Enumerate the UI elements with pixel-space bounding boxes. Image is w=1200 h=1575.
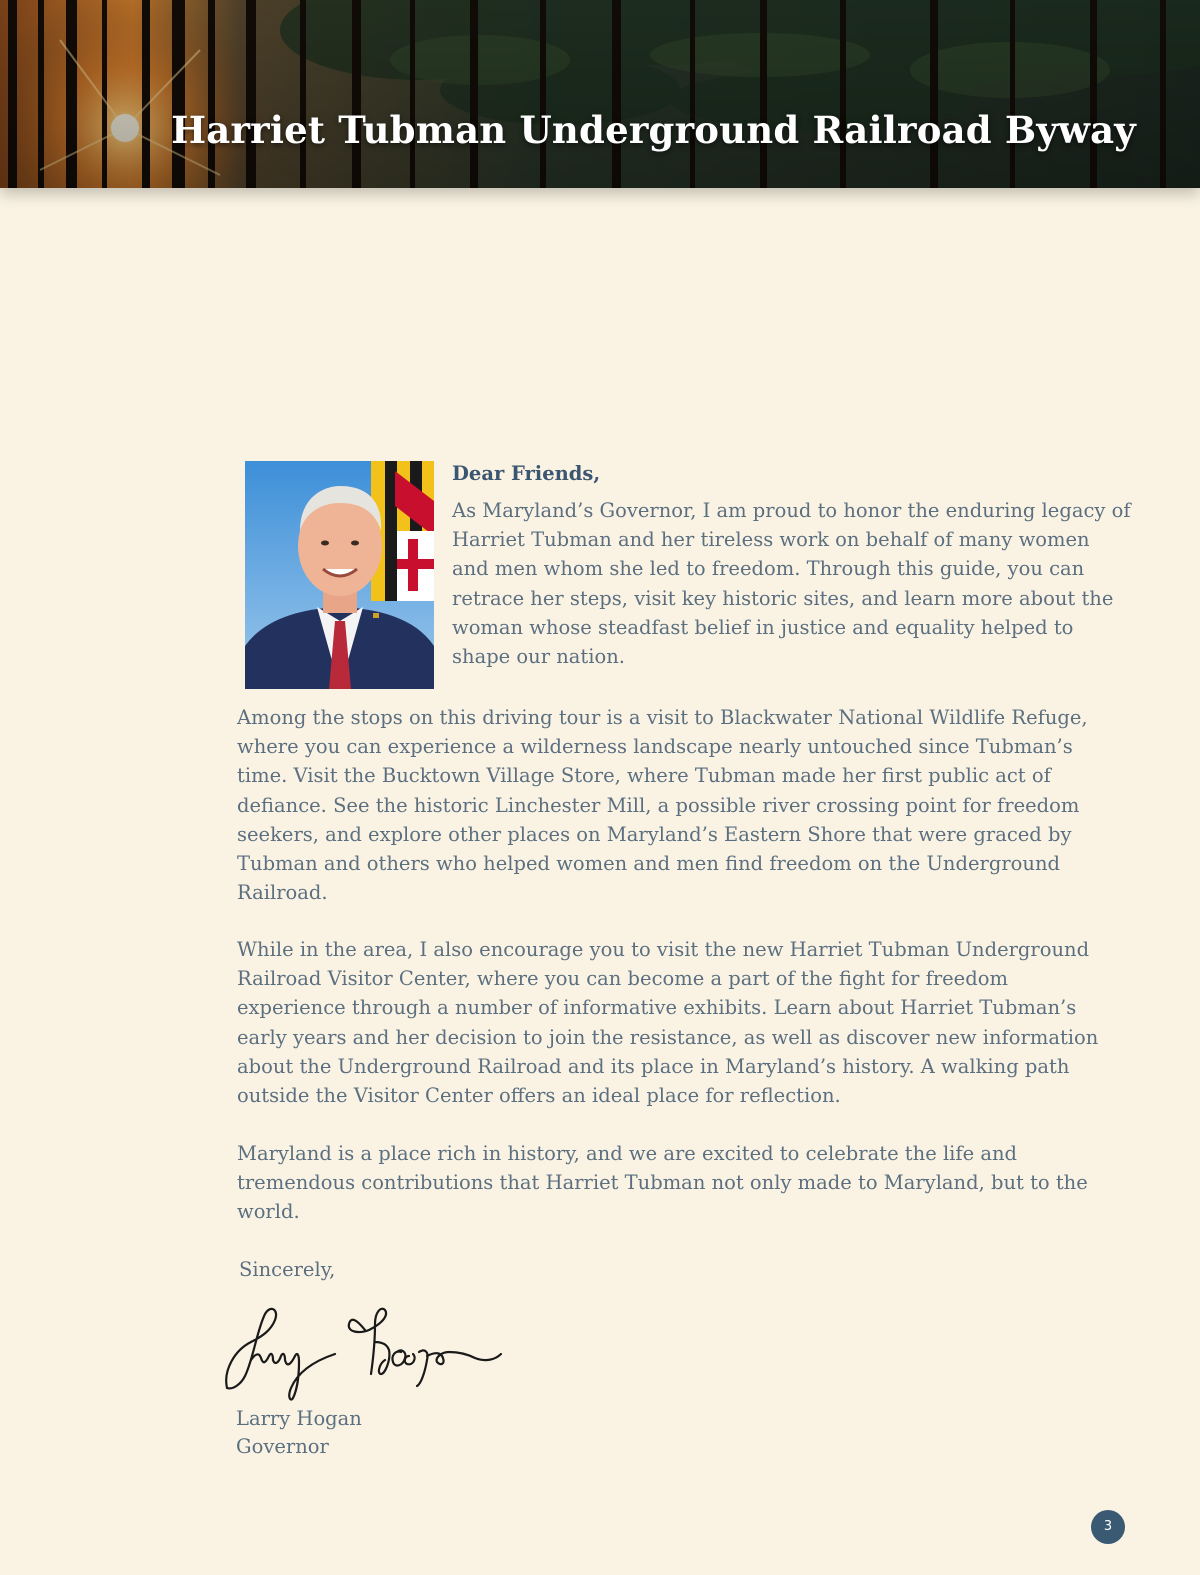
letter-paragraph: Maryland is a place rich in history, and we are excited to celebrate the life and tremendous contributions that Harriet Tubman not only made to Maryland, but to the world.	[237, 1142, 1088, 1224]
page-number-badge: 3	[1091, 1510, 1125, 1544]
signer-title: Governor	[236, 1435, 329, 1458]
letter-paragraph: While in the area, I also encourage you to visit the new Harriet Tubman Underground Railroad Visitor Center, where you can become a part of the fight for freedom experience through a number of informative exhibits. Learn about Harriet Tubman’s early years and her decision to join the resistance, as well as discover new information about the Underground Railroad and its place in Maryland’s history. A walking path outside the Visitor Center offers an ideal place for reflection.	[237, 938, 1099, 1108]
signature	[205, 1290, 520, 1408]
letter-paragraph: As Maryland’s Governor, I am proud to honor the enduring legacy of Harriet Tubman and her tireless work on behalf of many women and men whom she led to freedom. Through this guide, you can retrace her steps, visit key historic sites, and learn more about the woman whose steadfast belief in justice and equality helped to shape our nation.	[452, 499, 1131, 669]
salutation: Dear Friends,	[452, 462, 601, 485]
header-banner	[0, 0, 1200, 188]
governor-portrait	[245, 461, 434, 689]
page-title: Harriet Tubman Underground Railroad Byway	[171, 108, 1136, 152]
signer-name: Larry Hogan	[236, 1407, 362, 1430]
letter-intro	[452, 460, 1132, 671]
letter-paragraph: Among the stops on this driving tour is a visit to Blackwater National Wildlife Refuge, where you can experience a wilderness landscape nearly untouched since Tubman’s time. Visit the Bucktown Village Store, where Tubman made her first public act of defiance. See the historic Linchester Mill, a possible river crossing point for freedom seekers, and explore other places on Maryland’s Eastern Shore that were graced by Tubman and others who helped women and men find freedom on the Underground Railroad.	[237, 706, 1088, 905]
governor-portrait-photo	[245, 461, 434, 689]
sunset-forest-photo	[0, 0, 1200, 188]
closing: Sincerely,	[239, 1258, 336, 1281]
